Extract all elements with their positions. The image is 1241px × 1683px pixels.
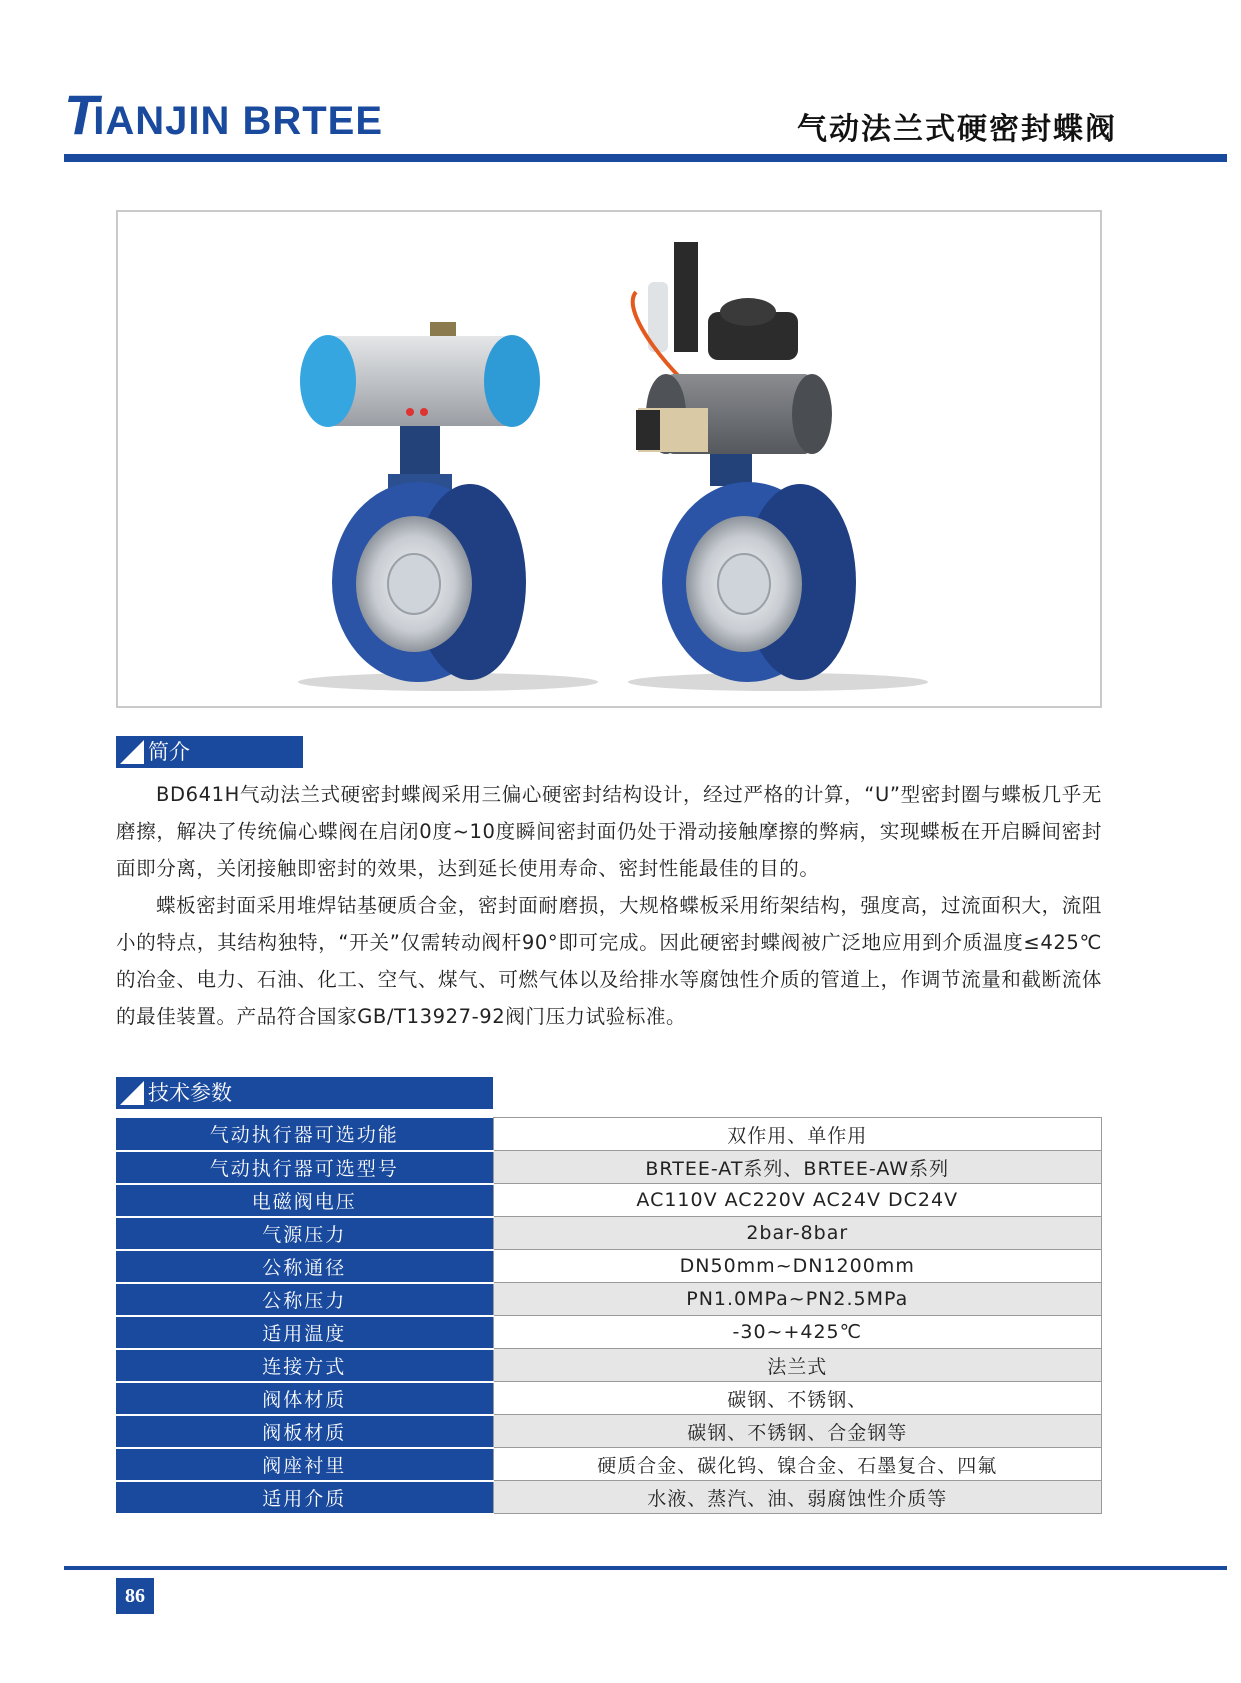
param-label: 阀体材质 <box>116 1382 493 1415</box>
param-value: 碳钢、不锈钢、合金钢等 <box>493 1415 1102 1448</box>
table-row <box>116 1448 1102 1481</box>
param-label: 公称压力 <box>116 1283 493 1316</box>
footer-divider <box>64 1566 1227 1570</box>
product-photo <box>116 210 1102 708</box>
heading-triangle-icon <box>120 1081 144 1105</box>
param-value: 2bar-8bar <box>493 1217 1102 1250</box>
intro-heading-text: 简介 <box>148 740 190 764</box>
table-row <box>116 1118 1102 1151</box>
param-label: 阀板材质 <box>116 1415 493 1448</box>
header-divider <box>64 154 1227 162</box>
table-row <box>116 1382 1102 1415</box>
page-title: 气动法兰式硬密封蝶阀 <box>797 112 1117 147</box>
valve-right <box>628 242 928 691</box>
param-value: BRTEE-AT系列、BRTEE-AW系列 <box>493 1151 1102 1184</box>
table-row <box>116 1250 1102 1283</box>
params-heading <box>116 1077 493 1109</box>
param-value: DN50mm~DN1200mm <box>493 1250 1102 1283</box>
table-row <box>116 1481 1102 1514</box>
param-value: -30~+425℃ <box>493 1316 1102 1349</box>
param-label: 适用温度 <box>116 1316 493 1349</box>
param-value: 法兰式 <box>493 1349 1102 1382</box>
intro-text <box>116 776 1102 1035</box>
params-table <box>116 1117 1102 1515</box>
table-row <box>116 1316 1102 1349</box>
param-value: AC110V AC220V AC24V DC24V <box>493 1184 1102 1217</box>
table-row <box>116 1217 1102 1250</box>
table-row <box>116 1415 1102 1448</box>
param-label: 连接方式 <box>116 1349 493 1382</box>
intro-paragraph: BD641H气动法兰式硬密封蝶阀采用三偏心硬密封结构设计，经过严格的计算，“U”型密封圈与蝶板几乎无磨擦，解决了传统偏心蝶阀在启闭0度~10度瞬间密封面仍处于滑动接触摩擦的弊病，实现蝶板在开启瞬间密封面即分离，关闭接触即密封的效果，达到延长使用寿命、密封性能最佳的目的。 <box>116 783 1102 880</box>
heading-triangle-icon <box>120 740 144 764</box>
param-value: 碳钢、不锈钢、 <box>493 1382 1102 1415</box>
param-label: 适用介质 <box>116 1481 493 1514</box>
brand-name: IANJIN BRTEE <box>93 99 384 143</box>
table-row <box>116 1349 1102 1382</box>
param-label: 阀座衬里 <box>116 1448 493 1481</box>
param-label: 气动执行器可选型号 <box>116 1151 493 1184</box>
table-row <box>116 1184 1102 1217</box>
valve-left <box>298 322 598 691</box>
param-label: 电磁阀电压 <box>116 1184 493 1217</box>
param-label: 气动执行器可选功能 <box>116 1118 493 1151</box>
table-row <box>116 1283 1102 1316</box>
param-label: 气源压力 <box>116 1217 493 1250</box>
intro-paragraph: 蝶板密封面采用堆焊钴基硬质合金，密封面耐磨损，大规格蝶板采用绗架结构，强度高，过流面积大，流阻小的特点，其结构独特，“开关”仅需转动阀杆90°即可完成。因此硬密封蝶阀被广泛地应用到介质温度≤425℃的冶金、电力、石油、化工、空气、煤气、可燃气体以及给排水等腐蚀性介质的管道上，作调节流量和截断流体的最佳装置。产品符合国家GB/T13927-92阀门压力试验标准。 <box>116 894 1102 1028</box>
brand-initial: T <box>64 83 100 146</box>
valve-illustration <box>118 212 1100 706</box>
brand-logo <box>64 82 384 146</box>
param-value: 双作用、单作用 <box>493 1118 1102 1151</box>
param-label: 公称通径 <box>116 1250 493 1283</box>
table-row <box>116 1151 1102 1184</box>
page-number: 86 <box>116 1578 154 1614</box>
intro-heading <box>116 736 303 768</box>
params-heading-text: 技术参数 <box>148 1081 232 1105</box>
param-value: 水液、蒸汽、油、弱腐蚀性介质等 <box>493 1481 1102 1514</box>
param-value: PN1.0MPa~PN2.5MPa <box>493 1283 1102 1316</box>
param-value: 硬质合金、碳化钨、镍合金、石墨复合、四氟 <box>493 1448 1102 1481</box>
